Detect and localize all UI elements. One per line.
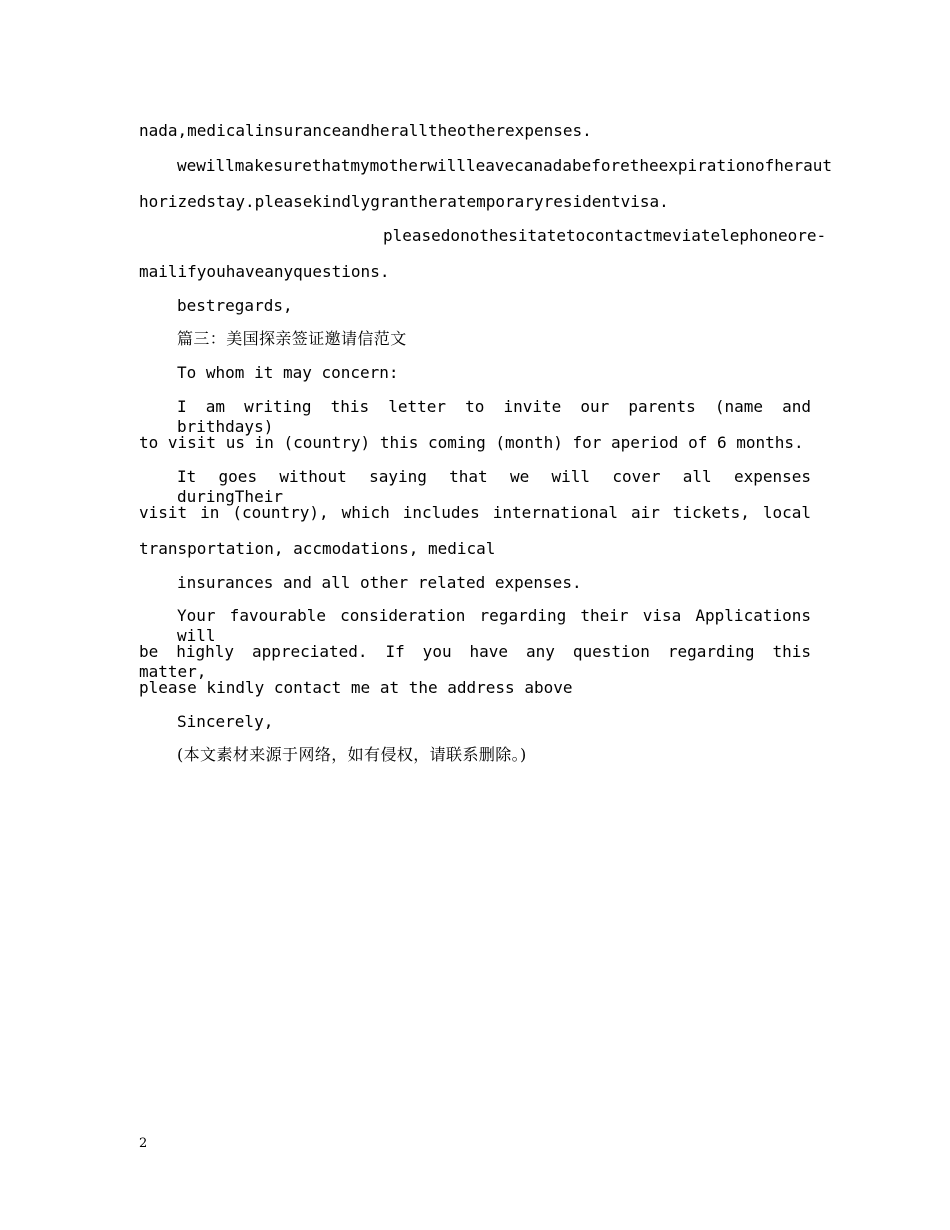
- text-line: horizedstay.pleasekindlygrantheratemporaryresidentvisa.: [139, 192, 669, 211]
- text-line: insurances and all other related expenses.: [177, 573, 582, 592]
- text-line: nada,medicalinsuranceandheralltheotherexpenses.: [139, 121, 592, 140]
- text-line: please kindly contact me at the address above: [139, 678, 573, 697]
- closing: Sincerely,: [177, 712, 274, 731]
- text-line: bestregards,: [177, 296, 293, 315]
- text-line: Your favourable consideration regarding their visa Applications will: [177, 606, 811, 645]
- page-number: 2: [139, 1136, 148, 1151]
- text-line: to visit us in (country) this coming (month) for aperiod of 6 months.: [139, 433, 804, 452]
- text-line: be highly appreciated. If you have any question regarding this matter,: [139, 642, 811, 681]
- text-line: pleasedonothesitatetocontactmeviatelephoneore-: [383, 226, 827, 245]
- text-line: I am writing this letter to invite our parents (name and brithdays): [177, 397, 811, 436]
- text-line: wewillmakesurethatmymotherwillleavecanadabeforetheexpirationofheraut: [177, 156, 833, 175]
- source-note: (本文素材来源于网络，如有侵权，请联系删除。): [177, 745, 527, 764]
- text-line: visit in (country), which includes international air tickets, local: [139, 503, 811, 522]
- text-line: It goes without saying that we will cover all expenses duringTheir: [177, 467, 811, 506]
- salutation: To whom it may concern:: [177, 363, 399, 382]
- text-line: transportation, accmodations, medical: [139, 539, 496, 558]
- section-heading: 篇三：美国探亲签证邀请信范文: [177, 329, 407, 348]
- text-line: mailifyouhaveanyquestions.: [139, 262, 390, 281]
